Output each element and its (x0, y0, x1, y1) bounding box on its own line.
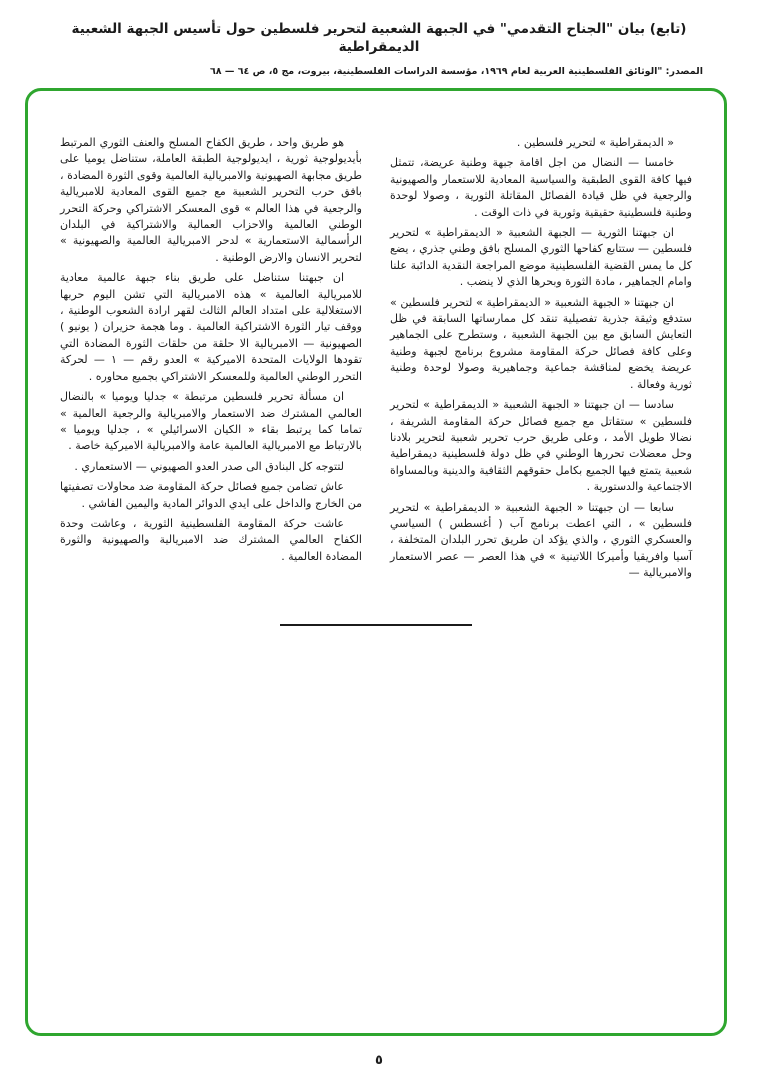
paragraph: عاش تضامن جميع فصائل حركة المقاومة ضد محاولات تصفيتها من الخارج والداخل على ايدي الدوائر المادية واليمين الفاشي . (60, 480, 362, 510)
paragraph: « الديمقراطية » لتحرير فلسطين . (516, 136, 674, 149)
source-line: المصدر: "الوثائق الفلسطينية العربية لعام ١٩٦٩، مؤسسة الدراسات الفلسطينية، بيروت، مج ٥، ص ٦٤ — ٦٨ (209, 66, 703, 78)
page-number: ٥ (375, 1053, 383, 1068)
document-frame (25, 88, 727, 1036)
paragraph: ان جبهتنا ستناضل على طريق بناء جبهة عالمية معادية للامبريالية العالمية » هذه الامبريالية التي تشن اليوم حربها الاستغلالية على امتداد العالم الثالث لقهر ارادة الشعوب الوطنية ، ووقف تيار الثورة الاشتراكية العالمية . وما هجمة حزيران ( يونيو ) الصهيونية — الامبريالية الا حلقة من حلقات الثورة المضادة التي تقودها الولايات المتحدة الاميركية » العدو رقم — ١ — لحركة التحرر الوطني العالمية وللمعسكر الاشتراكي بجميع محاوره . (60, 271, 362, 383)
paragraph: عاشت حركة المقاومة الفلسطينية الثورية ، وعاشت وحدة الكفاح العالمي المشترك ضد الامبريالية والصهيونية والثورة المضادة العالمية . (60, 516, 362, 563)
paragraph: ان مسألة تحرير فلسطين مرتبطة » جدليا ويوميا » بالنضال العالمي المشترك ضد الاستعمار والامبريالية والرجعية العالمية » تماما كما يرتبط بقاء « الكيان الاسرائيلي » ، جدليا ويوميا » بالارتباط مع الامبريالية العالمية عامة والامبريالية الاميركية خاصة . (60, 390, 362, 453)
paragraph: خامسا — النضال من اجل اقامة جبهة وطنية عريضة، تتمثل فيها كافة القوى الطبقية والسياسية المعادية للاستعمار والصهيونية والرجعية في ظل قيادة الفصائل المقاتلة الثورية ، وصولا لوحدة وطنية فلسطينية حقيقية وثورية في ذات الوقت . (390, 156, 692, 219)
page-title: (تابع) بيان "الجناح التقدمي" في الجبهة الشعبية لتحرير فلسطين حول تأسيس الجبهة الشعبية الديمقراطية (71, 21, 687, 56)
column-left (60, 135, 362, 586)
column-right (390, 135, 692, 586)
paragraph: ان جبهتنا الثورية — الجبهة الشعبية « الديمقراطية » لتحرير فلسطين — ستتابع كفاحها الثوري المسلح بافق وطني جذري ، يضع كل ما يمس القضية الفلسطينية موضع المراجعة النقدية الدائبة علنا وامام الجماهير ، مادة الثورة وبحرها الذي لا ينضب . (390, 226, 692, 289)
paragraph: ان جبهتنا « الجبهة الشعبية « الديمقراطية » لتحرير فلسطين » ستدفع وثيقة جذرية تفصيلية تنقد كل ممارساتها السابقة في ظل التعايش السابق مع بين الجبهة الشعبية ، وستطرح على الجماهير وعلى كافة فصائل حركة المقاومة مشروع برنامج لجبهة وطنية عريضة يخضع لمناقشة جماعية وجماهيرية وصولا لوحدة وطنية ثورية وفعالة . (390, 295, 692, 391)
paragraph: لتتوجه كل البنادق الى صدر العدو الصهيوني — الاستعماري . (74, 459, 344, 473)
paragraph: سابعا — ان جبهتنا « الجبهة الشعبية « الديمقراطية » لتحرير فلسطين » ، التي اعطت برنامج آب ( أغسطس ) السياسي والعسكري الثوري ، والذي يؤكد ان طريق تحرر البلدان المتخلفة ، آسيا وافريقيا وأميركا اللاتينية » في هذا العصر — عصر الاستعمار والامبريالية — (390, 500, 692, 580)
paragraph: سادسا — ان جبهتنا « الجبهة الشعبية « الديمقراطية » لتحرير فلسطين » ستقاتل مع جميع فصائل حركة المقاومة الشريفة ، نضالا طويل الأمد ، وعلى طريق حرب تحرير شعبية لتحرير بلادنا وحل معضلات تحررها الوطني في ظل دولة فلسطينية ديمقراطية شعبية يتمتع فيها الجميع بكامل حقوقهم الثقافية والدينية وبالمساواة الاجتماعية والدستورية . (390, 398, 692, 494)
end-divider (280, 624, 472, 626)
paragraph: هو طريق واحد ، طريق الكفاح المسلح والعنف الثوري المرتبط بأيديولوجية ثورية ، ايديولوجية الطبقة العاملة، ستناضل يوميا على طريق مجابهة الصهيونية والامبريالية العالمية وقوى الثورة المضادة ، بافق حرب التحرير الشعبية مع جميع القوى المعادية للامبريالية والرجعية في هذا العالم » قوى المعسكر الاشتراكي وحركة التحرر الوطني العالمية والاحزاب العمالية والاشتراكية في البلدان الرأسمالية الاستعمارية » لدحر الامبريالية العالمية والصهيونية » لتحرير الانسان والارض الوطنية . (60, 136, 362, 264)
text-columns (28, 91, 724, 586)
page-header (0, 0, 758, 77)
